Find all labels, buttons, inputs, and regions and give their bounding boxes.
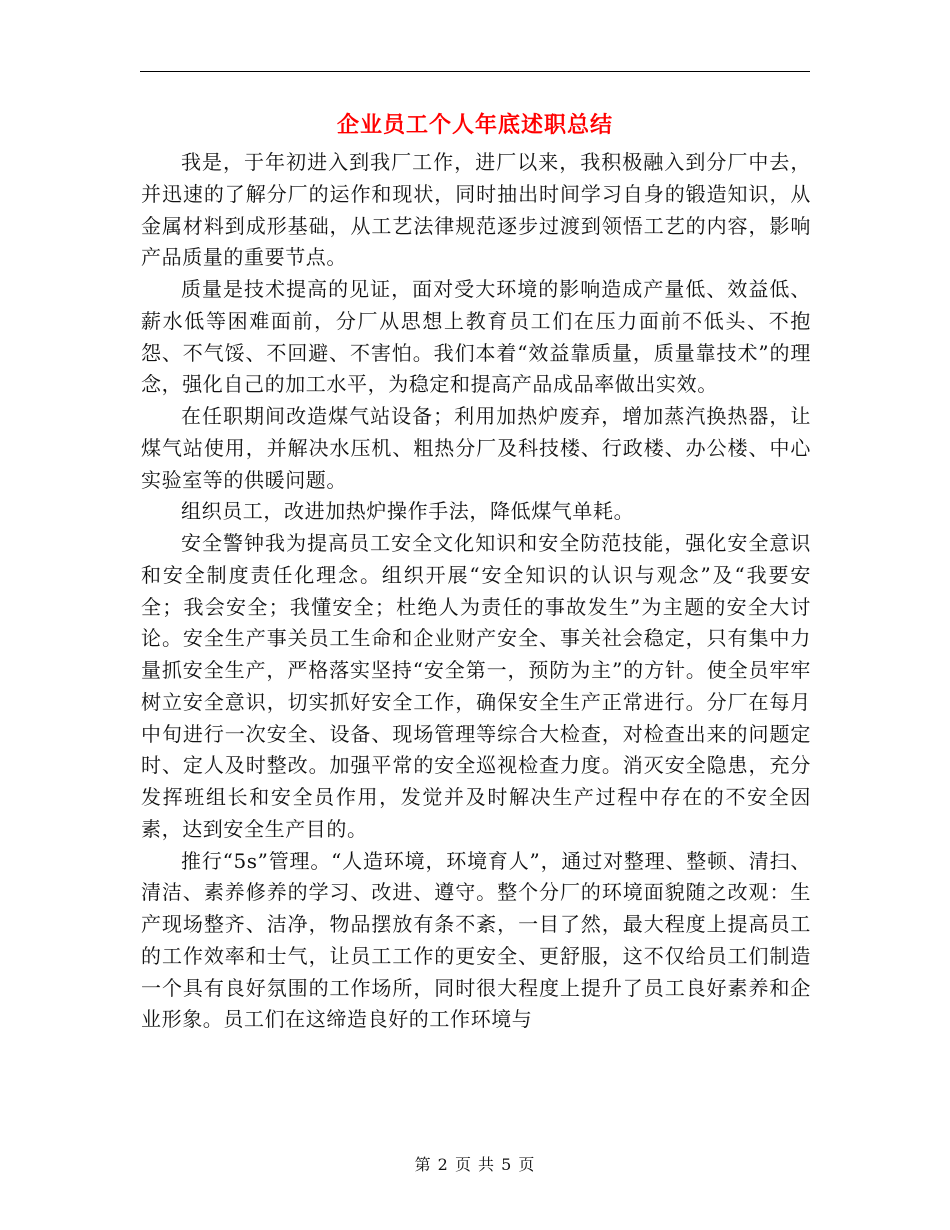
document-body	[141, 147, 811, 1036]
paragraph-gas-station: 在任职期间改造煤气站设备；利用加热炉废弃，增加蒸汽换热器，让煤气站使用，并解决水压机、粗热分厂及科技楼、行政楼、办公楼、中心实验室等的供暖问题。	[141, 404, 811, 492]
paragraph-quality: 质量是技术提高的见证，面对受大环境的影响造成产量低、效益低、薪水低等困难面前，分厂从思想上教育员工们在压力面前不低头、不抱怨、不气馁、不回避、不害怕。我们本着“效益靠质量，质量靠技术”的理念，强化自己的加工水平，为稳定和提高产品成品率做出实效。	[141, 277, 811, 397]
paragraph-intro: 我是，于年初进入到我厂工作，进厂以来，我积极融入到分厂中去，并迅速的了解分厂的运作和现状，同时抽出时间学习自身的锻造知识，从金属材料到成形基础，从工艺法律规范逐步过渡到领悟工艺的内容，影响产品质量的重要节点。	[141, 150, 811, 270]
page-footer: 第 2 页 共 5 页	[414, 1155, 536, 1174]
paragraph-safety: 安全警钟我为提高员工安全文化知识和安全防范技能，强化安全意识和安全制度责任化理念。组织开展“安全知识的认识与观念”及“我要安全；我会安全；我懂安全；杜绝人为责任的事故发生”为主题的安全大讨论。安全生产事关员工生命和企业财产安全、事关社会稳定，只有集中力量抓安全生产，严格落实坚持“安全第一，预防为主”的方针。使全员牢牢树立安全意识，切实抓好安全工作，确保安全生产正常进行。分厂在每月中旬进行一次安全、设备、现场管理等综合大检查，对检查出来的问题定时、定人及时整改。加强平常的安全巡视检查力度。消灭安全隐患，充分发挥班组长和安全员作用，发觉并及时解决生产过程中存在的不安全因素，达到安全生产目的。	[141, 531, 811, 841]
document-title: 企业员工个人年底述职总结	[336, 112, 613, 138]
paragraph-5s-management: 推行“5s”管理。“人造环境，环境育人”，通过对整理、整顿、清扫、清洁、素养修养的学习、改进、遵守。整个分厂的环境面貌随之改观：生产现场整齐、洁净，物品摆放有条不紊，一目了然，最大程度上提高员工的工作效率和士气，让员工工作的更安全、更舒服，这不仅给员工们制造一个具有良好氛围的工作场所，同时很大程度上提升了员工良好素养和企业形象。员工们在这缔造良好的工作环境与	[141, 848, 811, 1032]
header-rule	[140, 71, 810, 72]
paragraph-heating-furnace: 组织员工，改进加热炉操作手法，降低煤气单耗。	[181, 499, 635, 524]
